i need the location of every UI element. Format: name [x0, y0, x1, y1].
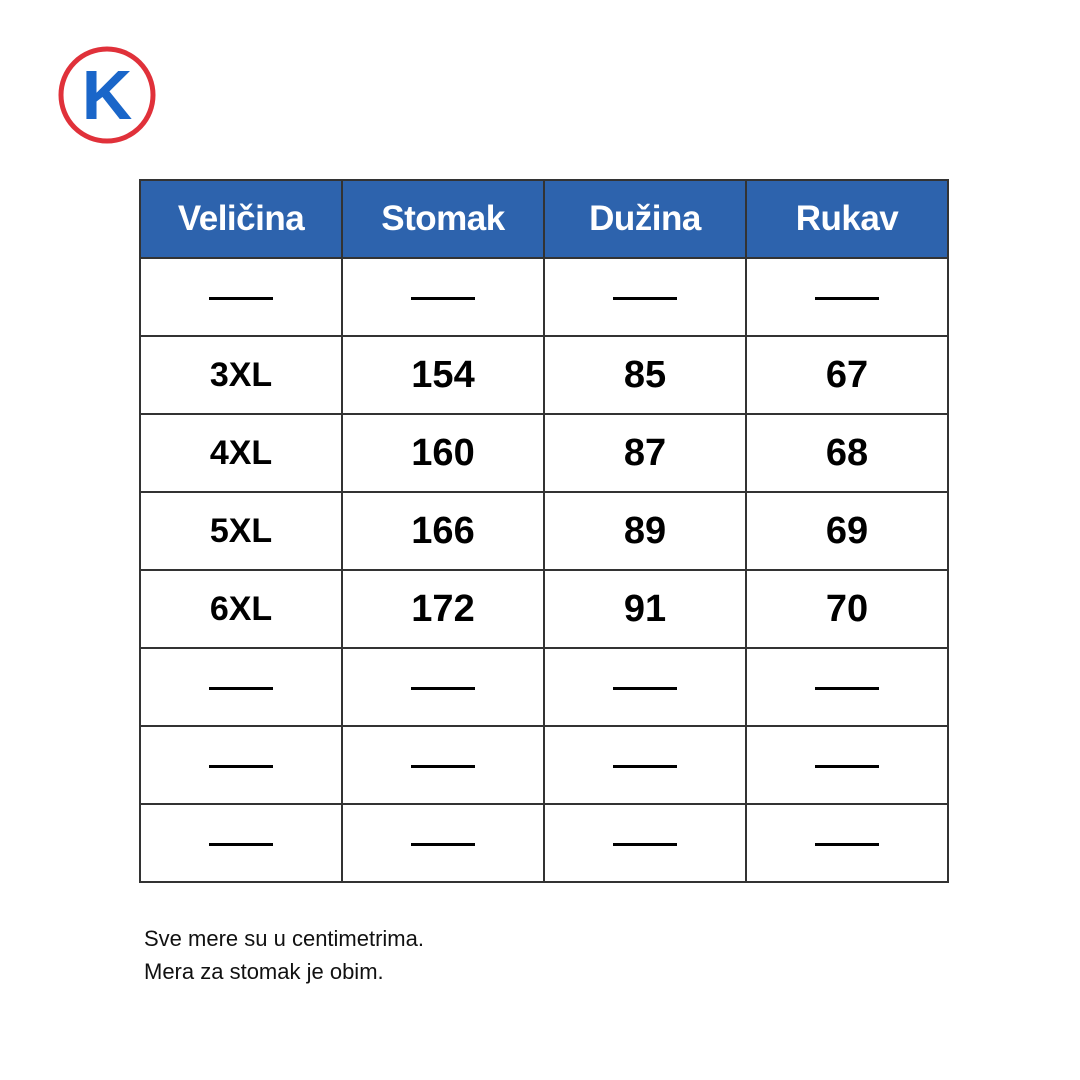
table-row	[140, 336, 948, 414]
size-cell	[140, 804, 342, 882]
measure-cell: 70	[746, 570, 948, 648]
note-circumference: Mera za stomak je obim.	[144, 959, 384, 984]
empty-dash	[613, 843, 677, 846]
empty-dash	[815, 297, 879, 300]
size-cell	[140, 258, 342, 336]
empty-dash	[209, 297, 273, 300]
size-cell: 6XL	[140, 570, 342, 648]
measure-cell: 85	[544, 336, 746, 414]
empty-dash	[411, 687, 475, 690]
empty-dash	[815, 687, 879, 690]
logo-letter: K	[81, 56, 133, 134]
measure-cell	[544, 648, 746, 726]
measure-cell: 87	[544, 414, 746, 492]
empty-dash	[613, 297, 677, 300]
measure-cell	[342, 804, 544, 882]
measure-cell	[544, 726, 746, 804]
table-row	[140, 648, 948, 726]
empty-dash	[411, 765, 475, 768]
size-cell: 3XL	[140, 336, 342, 414]
empty-dash	[815, 765, 879, 768]
measure-cell: 89	[544, 492, 746, 570]
table-row	[140, 726, 948, 804]
measure-cell	[746, 258, 948, 336]
table-body	[140, 258, 948, 882]
header-duzina: Dužina	[544, 180, 746, 258]
measure-cell	[342, 258, 544, 336]
size-cell: 4XL	[140, 414, 342, 492]
empty-dash	[411, 843, 475, 846]
measure-cell: 154	[342, 336, 544, 414]
measure-cell: 67	[746, 336, 948, 414]
k-logo-icon	[57, 45, 157, 145]
measure-cell	[746, 804, 948, 882]
size-cell	[140, 648, 342, 726]
table-header-row	[140, 180, 948, 258]
empty-dash	[209, 843, 273, 846]
empty-dash	[815, 843, 879, 846]
measure-cell: 166	[342, 492, 544, 570]
empty-dash	[209, 687, 273, 690]
empty-dash	[613, 765, 677, 768]
notes	[144, 922, 424, 988]
header-rukav: Rukav	[746, 180, 948, 258]
table-row	[140, 570, 948, 648]
measure-cell	[746, 648, 948, 726]
measure-cell: 160	[342, 414, 544, 492]
note-units: Sve mere su u centimetrima.	[144, 926, 424, 951]
measure-cell: 91	[544, 570, 746, 648]
empty-dash	[209, 765, 273, 768]
measure-cell: 69	[746, 492, 948, 570]
header-stomak: Stomak	[342, 180, 544, 258]
size-chart-table	[139, 179, 949, 883]
measure-cell	[544, 258, 746, 336]
size-cell	[140, 726, 342, 804]
header-velicina: Veličina	[140, 180, 342, 258]
measure-cell: 172	[342, 570, 544, 648]
empty-dash	[411, 297, 475, 300]
measure-cell: 68	[746, 414, 948, 492]
empty-dash	[613, 687, 677, 690]
measure-cell	[342, 726, 544, 804]
table-row	[140, 258, 948, 336]
measure-cell	[746, 726, 948, 804]
brand-logo	[57, 45, 157, 145]
table-row	[140, 804, 948, 882]
table-row	[140, 492, 948, 570]
table-row	[140, 414, 948, 492]
measure-cell	[544, 804, 746, 882]
measure-cell	[342, 648, 544, 726]
size-cell: 5XL	[140, 492, 342, 570]
